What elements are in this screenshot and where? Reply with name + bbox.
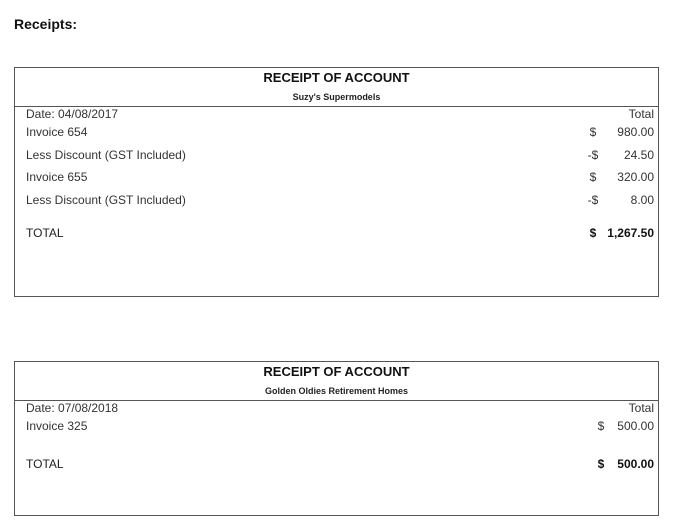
line-item-currency: $ (589, 170, 597, 185)
total-currency: $ (597, 456, 605, 471)
receipt-date: Date: 04/08/2017 (26, 107, 119, 121)
line-item-row (15, 167, 658, 190)
receipt-date: Date: 07/08/2018 (26, 401, 119, 415)
line-item-amount: 8.00 (630, 192, 654, 207)
total-label: TOTAL (26, 226, 64, 241)
receipt-title: RECEIPT OF ACCOUNT (263, 70, 410, 85)
total-amount: 500.00 (617, 456, 654, 471)
total-column-header: Total (628, 107, 654, 121)
total-row (15, 220, 658, 250)
line-item-amount: 24.50 (623, 147, 654, 162)
line-item-currency: $ (597, 419, 605, 433)
receipt-customer: Golden Oldies Retirement Homes (264, 386, 409, 396)
total-row (15, 451, 658, 481)
receipt-customer: Suzy's Supermodels (292, 92, 381, 102)
receipt-body (15, 106, 658, 250)
line-item-label: Invoice 325 (26, 419, 88, 433)
receipt-body (15, 400, 658, 481)
line-item-amount: 980.00 (617, 125, 654, 139)
line-item-row (15, 122, 658, 145)
line-item-amount: 320.00 (617, 170, 654, 185)
page-heading: Receipts: (14, 16, 78, 32)
total-label: TOTAL (26, 456, 64, 471)
line-item-row (15, 190, 658, 213)
line-item-currency: -$ (587, 192, 599, 207)
line-item-label: Less Discount (GST Included) (26, 192, 186, 207)
receipt-header-row (15, 401, 658, 416)
line-item-label: Invoice 655 (26, 170, 88, 185)
receipt-card (14, 67, 659, 297)
line-item-label: Less Discount (GST Included) (26, 147, 186, 162)
line-item-row (15, 416, 658, 439)
line-item-amount: 500.00 (617, 419, 654, 433)
receipt-header-row (15, 107, 658, 122)
line-item-currency: $ (589, 125, 597, 139)
line-item-row (15, 145, 658, 168)
line-item-label: Invoice 654 (26, 125, 88, 139)
total-amount: 1,267.50 (607, 226, 654, 241)
receipt-card (14, 361, 659, 516)
total-currency: $ (589, 226, 597, 241)
total-column-header: Total (628, 401, 654, 415)
receipt-title: RECEIPT OF ACCOUNT (263, 364, 410, 379)
line-item-currency: -$ (587, 147, 599, 162)
